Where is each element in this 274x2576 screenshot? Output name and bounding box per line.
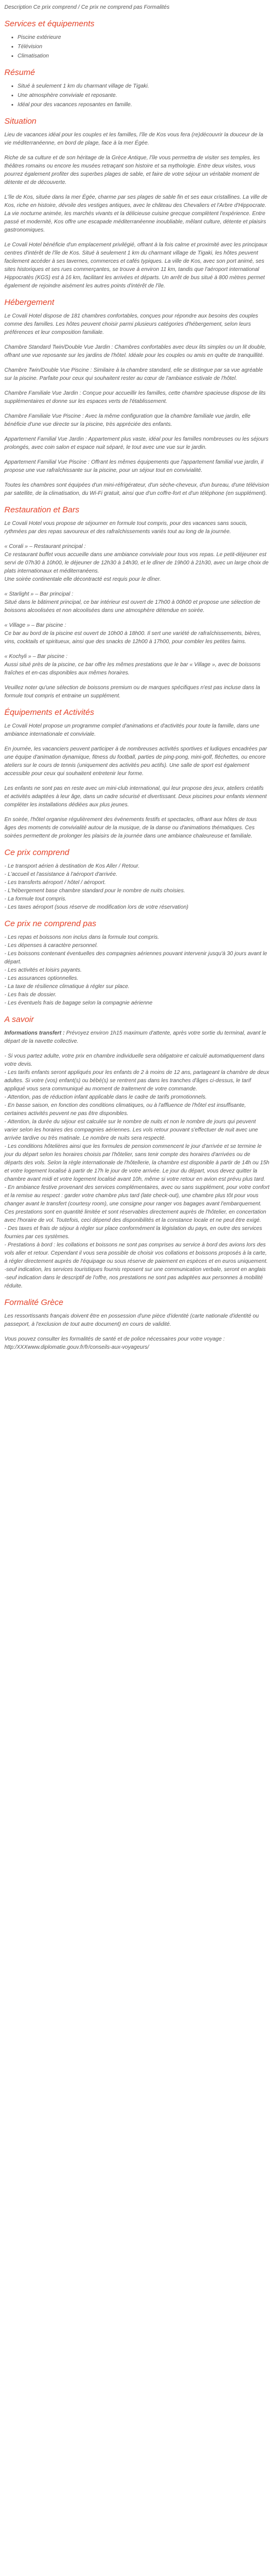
section-title: Formalité Grèce <box>4 1298 64 1307</box>
line: - Les conditions hôtelières ainsi que les formules de pension commencent le jour d'arrivée et se termine le jour du départ selon les horaires choisis par l'hôtelier, sans tenir compte des horaires d'arrivées ou de départs des vols. Selon la règle internationale de l'hôtellerie, la chambre est disponible à partir de 14h ou 15h et votre logement localisé à partir de 17h le jour de votre arrivée. Le jour du départ, vous devez quitter la chambre avant midi et votre logement localisé avant 10h, même si votre retour en avion est prévu plus tard. <box>4 1143 270 1182</box>
paragraph: « Starlight » – Bar principal : Situé dans le bâtiment principal, ce bar intérieur est ouvert de 17h00 à 00h00 et propose une sélection de boissons alcoolisées et non alcoolisées dans une atmosphère détendue en soirée. <box>4 591 260 614</box>
line: - Les dépenses à caractère personnel. <box>4 943 98 949</box>
line: - Attention, pas de réduction infant applicable dans le cadre de tarifs promotionnels. <box>4 1094 207 1100</box>
line-list <box>4 862 270 911</box>
paragraph-text: Prévoyez environ 1h15 maximum d'attente, après votre sortie du terminal, avant le départ de la navette collective. <box>4 1030 266 1044</box>
paragraph <box>4 1029 270 1046</box>
line-list <box>4 933 270 1007</box>
section-restauration <box>4 505 270 700</box>
line: - Les tarifs enfants seront appliqués pour les enfants de 2 à moins de 12 ans, partageant la chambre de deux adultes. Si votre (vos) enfant(s) ou bébé(s) se rentrent pas dans les tranches d'âges ci-dessus, le tarif appliqué vous sera communiqué au moment de traitement de votre commande. <box>4 1070 270 1092</box>
line: - Attention, la durée du séjour est calculée sur le nombre de nuits et non le nombre de jours qui peuvent varier selon les horaires des compagnies aériennes. Les vols retour pouvant s'effectuer de nuit avec une arrivée tardive ou très matinale. Le nombre de nuits sera respecté. <box>4 1119 258 1141</box>
section-title: Restauration et Bars <box>4 505 79 515</box>
section-title: Résumé <box>4 68 35 77</box>
line: - La taxe de résilience climatique à régler sur place. <box>4 984 130 990</box>
line: - Les boissons contenant éventuelles des compagnies aériennes pouvant intervenir jusqu'à 30 jours avant le départ. <box>4 951 267 965</box>
list-item: Situé à seulement 1 km du charmant village de Tigaki. <box>18 82 270 90</box>
list-item: Climatisation <box>18 52 270 60</box>
paragraph: En journée, les vacanciers peuvent participer à de nombreuses activités sportives et ludiques encadrées par une équipe d'animation dynamique, fitness du football, parties de ping-pong, mini-golf, fléchettes, ou encore ateliers sur le cours de tennis (uniquement des activités peu actifs). Une salle de sport est également accessible pour ceux qui souhaitent entretenir leur forme. <box>4 746 267 777</box>
paragraph: Lieu de vacances idéal pour les couples et les familles, l'île de Kos vous fera (re)découvrir la douceur de la vie méditerranéenne, en bord de plage, face à la mer Égée. <box>4 132 264 146</box>
section-a-savoir <box>4 1015 270 1290</box>
line: - En ambiance festive provenant des services complémentaires, avec ou sans supplément, pour votre confort et la remise au respect : garder votre chambre plus tard (late check-out), une chambre plus tôt pour vous changer avant le transfert (courtesy room), une consigne pour ranger vos bagages avant l'embarquement. Ces prestations sont en quantité limitée et sont réservables directement auprès de l'hôtelier, en concertation avec l'horaire de vol. Toutefois, ceci dépend des disponibilités et la constance locale et ne peut être exigé. <box>4 1185 270 1223</box>
bold-label: Informations transfert : <box>4 1030 65 1036</box>
paragraph: En soirée, l'hôtel organise régulièrement des événements festifs et spectacles, offrant aux hôtes de tous âges des moments de convivialité autour de la musique, de la danse ou d'animations thématiques. Ces soirées permettent de prolonger les plaisirs de la journée dans une ambiance chaleureuse et familiale. <box>4 817 257 839</box>
paragraph: Le Covali Hotel dispose de 181 chambres confortables, conçues pour répondre aux besoins des couples comme des familles. Les hôtes peuvent choisir parmi plusieurs catégories d'hébergement, selon leurs préférences et leur composition familiale. <box>4 313 259 336</box>
section-title: Services et équipements <box>4 19 95 28</box>
line-list <box>4 1052 270 1290</box>
paragraph: L'île de Kos, située dans la mer Égée, charme par ses plages de sable fin et ses eaux cristallines. La ville de Kos, riche en histoire, dévoile des vestiges antiques, avec le château des Chevaliers et l'Arbre d'Hippocrate. La vie nocturne animée, les marchés vivants et la délicieuse cuisine grecque complètent l'expérience. Entre passé et modernité, Kos offre une escapade méditerranéenne inoubliable, mêlant culture, détente et plaisirs gastronomiques. <box>4 194 267 233</box>
line: - Si vous partez adulte, votre prix en chambre individuelle sera obligatoire et calculé automatiquement dans votre devis. <box>4 1053 265 1067</box>
paragraph: « Kochyli » – Bar piscine : Aussi situé près de la piscine, ce bar offre les mêmes prestations que le bar « Village », avec de boissons fraîches et en-cas disponibles aux mêmes horaires. <box>4 654 261 676</box>
section-situation <box>4 117 270 290</box>
list-item: Piscine extérieure <box>18 33 270 42</box>
line: - Les transferts aéroport / hôtel / aéroport. <box>4 880 106 886</box>
paragraph: Chambre Twin/Double Vue Piscine : Similaire à la chambre standard, elle se distingue par sa vue agréable sur la piscine. Parfaite pour ceux qui souhaitent rester au cœur de l'ambiance estivale de l'hôtel. <box>4 367 263 382</box>
section-title: Ce prix comprend <box>4 848 70 857</box>
section-title: Ce prix ne comprend pas <box>4 919 96 928</box>
services-list <box>4 33 270 60</box>
section-title: Hébergement <box>4 298 54 307</box>
line: - Prestations à bord : les collations et boissons ne sont pas comprises au service à bord des avions lors des vols aller et retour. Cependant il vous sera possible de choisir vos collations et boissons proposés à la carte, à régler directement auprès de l'équipage ou sous réserve de paiement en espèces et en euros uniquement. <box>4 1242 268 1264</box>
section-services <box>4 19 270 60</box>
section-title: Situation <box>4 117 37 126</box>
line: - La formule tout compris. <box>4 896 67 902</box>
line: - Les assurances optionnelles. <box>4 975 79 981</box>
line: - Les frais de dossier. <box>4 992 57 998</box>
line: -seuf indication dans le descriptif de l'offre, nos prestations ne sont pas adaptées aux personnes à mobilité réduite. <box>4 1275 263 1289</box>
line: - Les taxes aéroport (sous réserve de modification lors de votre réservation) <box>4 904 189 910</box>
paragraph: Riche de sa culture et de son héritage de la Grèce Antique, l'île vous permettra de visiter ses temples, les théâtres romains ou encore les musées retraçant son histoire et sa mythologie. Entre deux visites, vous pourrez également profiter des superbes plages de sable, et faire de votre séjour un véritable moment de détente et de découverte. <box>4 155 260 186</box>
paragraph: « Village » – Bar piscine : Ce bar au bord de la piscine est ouvert de 10h00 à 18h00. Il sert une variété de rafraîchissements, bières, vins, cocktails et spiritueux, ainsi que des snacks de 12h00 à 17h00, pour combler les petites faims. <box>4 622 261 645</box>
section-ce-prix-comprend <box>4 848 270 911</box>
section-ne-comprend-pas <box>4 919 270 1007</box>
paragraph: Chambre Familiale Vue Piscine : Avec la même configuration que la chambre familiale vue jardin, elle bénéficie d'une vue directe sur la piscine, très appréciée des enfants. <box>4 413 250 428</box>
line: - L'hébergement base chambre standard pour le nombre de nuits choisies. <box>4 888 185 894</box>
line: - En basse saison, en fonction des conditions climatiques, ou à l'affluence de l'hôtel est insuffisante, certaines activités peuvent ne pas être disponibles. <box>4 1102 246 1117</box>
line: - Les repas et boissons non inclus dans la formule tout compris. <box>4 934 159 940</box>
paragraph: Veuillez noter qu'une sélection de boissons premium ou de marques spécifiques n'est pas incluse dans la formule tout compris et entraine un supplément. <box>4 685 260 699</box>
paragraph: Les ressortissants français doivent être en possession d'une pièce d'identité (carte nationale d'identité ou passeport, à l'exclusion de tout autre document) en cours de validité. <box>4 1313 259 1327</box>
paragraph: Le Covali Hotel vous propose de séjourner en formule tout compris, pour des vacances sans soucis, rythmées par des repas savoureux et des rafraîchissements variés tout au long de la journée. <box>4 521 248 535</box>
paragraph: Les enfants ne sont pas en reste avec un mini-club international, qui leur propose des jeux, ateliers créatifs et activités adaptées à leur âge, dans un cadre sécurisé et divertissant. Deux piscines pour enfants viennent compléter les installations dédiées aux plus jeunes. <box>4 785 267 808</box>
section-hebergement <box>4 298 270 498</box>
paragraph: Vous pouvez consulter les formalités de santé et de police nécessaires pour votre voyage : http:/XXXwww.diplomatie.gouv.fr/fr/conseils-aux-voyageurs/ <box>4 1336 225 1350</box>
paragraph: Appartement Familial Vue Jardin : Appartement plus vaste, idéal pour les familles nombreuses ou les séjours prolongés, avec coin salon et espace nuit séparé, le tout avec une vue sur le jardin. <box>4 436 269 450</box>
line: - Les éventuels frais de bagage selon la compagnie aérienne <box>4 1000 153 1006</box>
resume-list <box>4 82 270 109</box>
line: -seuf indication, les services touristiques fournis reposent sur une communication verbale, seront en anglais <box>4 1267 266 1273</box>
paragraph: Appartement Familial Vue Piscine : Offrant les mêmes équipements que l'appartement familial vue jardin, il propose une vue rafraîchissante sur la piscine, pour un séjour tout en convivialité. <box>4 459 264 473</box>
section-title: Équipements et Activités <box>4 708 94 717</box>
line: - Des taxes et frais de séjour à régler sur place conformément la législation du pays, en outre des services fournies par ces systèmes. <box>4 1226 262 1240</box>
section-formalite <box>4 1298 270 1351</box>
list-item: Idéal pour des vacances reposantes en famille. <box>18 101 270 109</box>
section-title: A savoir <box>4 1015 34 1024</box>
paragraph: Toutes les chambres sont équipées d'un mini-réfrigérateur, d'un sèche-cheveux, d'un bureau, d'une télévision par satellite, de la climatisation, du Wi-Fi gratuit, ainsi que d'un coffre-fort et d'un téléphone (en supplément). <box>4 482 270 496</box>
paragraph: « Corali » – Restaurant principal : Ce restaurant buffet vous accueille dans une ambiance conviviale pour tous vos repas. Le petit-déjeuner est servi de 07h30 à 10h00, le déjeuner de 12h30 à 14h30, et le dîner de 19h00 à 21h30, avec un large choix de plats internationaux et méditerranéens. Une soirée continentale elle décontracté est requis pour le dîner. <box>4 544 269 582</box>
paragraph: Le Covali Hotel propose un programme complet d'animations et d'activités pour toute la famille, dans une ambiance internationale et conviviale. <box>4 723 260 737</box>
tabs-breadcrumb: Description Ce prix comprend / Ce prix ne comprend pas Formalités <box>4 4 170 10</box>
line: - Le transport aérien à destination de Kos Aller / Retour. <box>4 863 140 869</box>
list-item: Une atmosphère conviviale et reposante. <box>18 91 270 100</box>
line: - L'accueil et l'assistance à l'aéroport d'arrivée. <box>4 871 118 877</box>
section-equipements <box>4 708 270 840</box>
paragraph: Chambre Standard Twin/Double Vue Jardin : Chambres confortables avec deux lits simples ou un lit double, offrant une vue reposante sur les jardins de l'hôtel. Idéale pour les couples ou amis en quête de tranquillité. <box>4 344 266 359</box>
line: - Les activités et loisirs payants. <box>4 967 82 973</box>
paragraph: Le Covali Hotel bénéficie d'un emplacement privilégié, offrant à la fois calme et proximité avec les principaux centres d'intérêt de l'île de Kos. Situé à seulement 1 km du charmant village de Tigaki, les hôtes peuvent facilement accéder à ses tavernes, commerces et cafés typiques. La ville de Kos, avec son port animé, ses sites historiques et ses rues commerçantes, se trouve à environ 11 km, tandis que l'aéroport international Hippocratès (KGS) est à 16 km, facilitant les arrivées et départs. Un arrêt de bus situé à 800 mètres permet également de rejoindre aisément les autres points d'intérêt de l'île. <box>4 242 267 289</box>
list-item: Télévision <box>18 43 270 51</box>
section-resume <box>4 68 270 109</box>
paragraph: Chambre Familiale Vue Jardin : Conçue pour accueillir les familles, cette chambre spacieuse dispose de lits supplémentaires et donne sur les espaces verts de l'établissement. <box>4 390 266 405</box>
